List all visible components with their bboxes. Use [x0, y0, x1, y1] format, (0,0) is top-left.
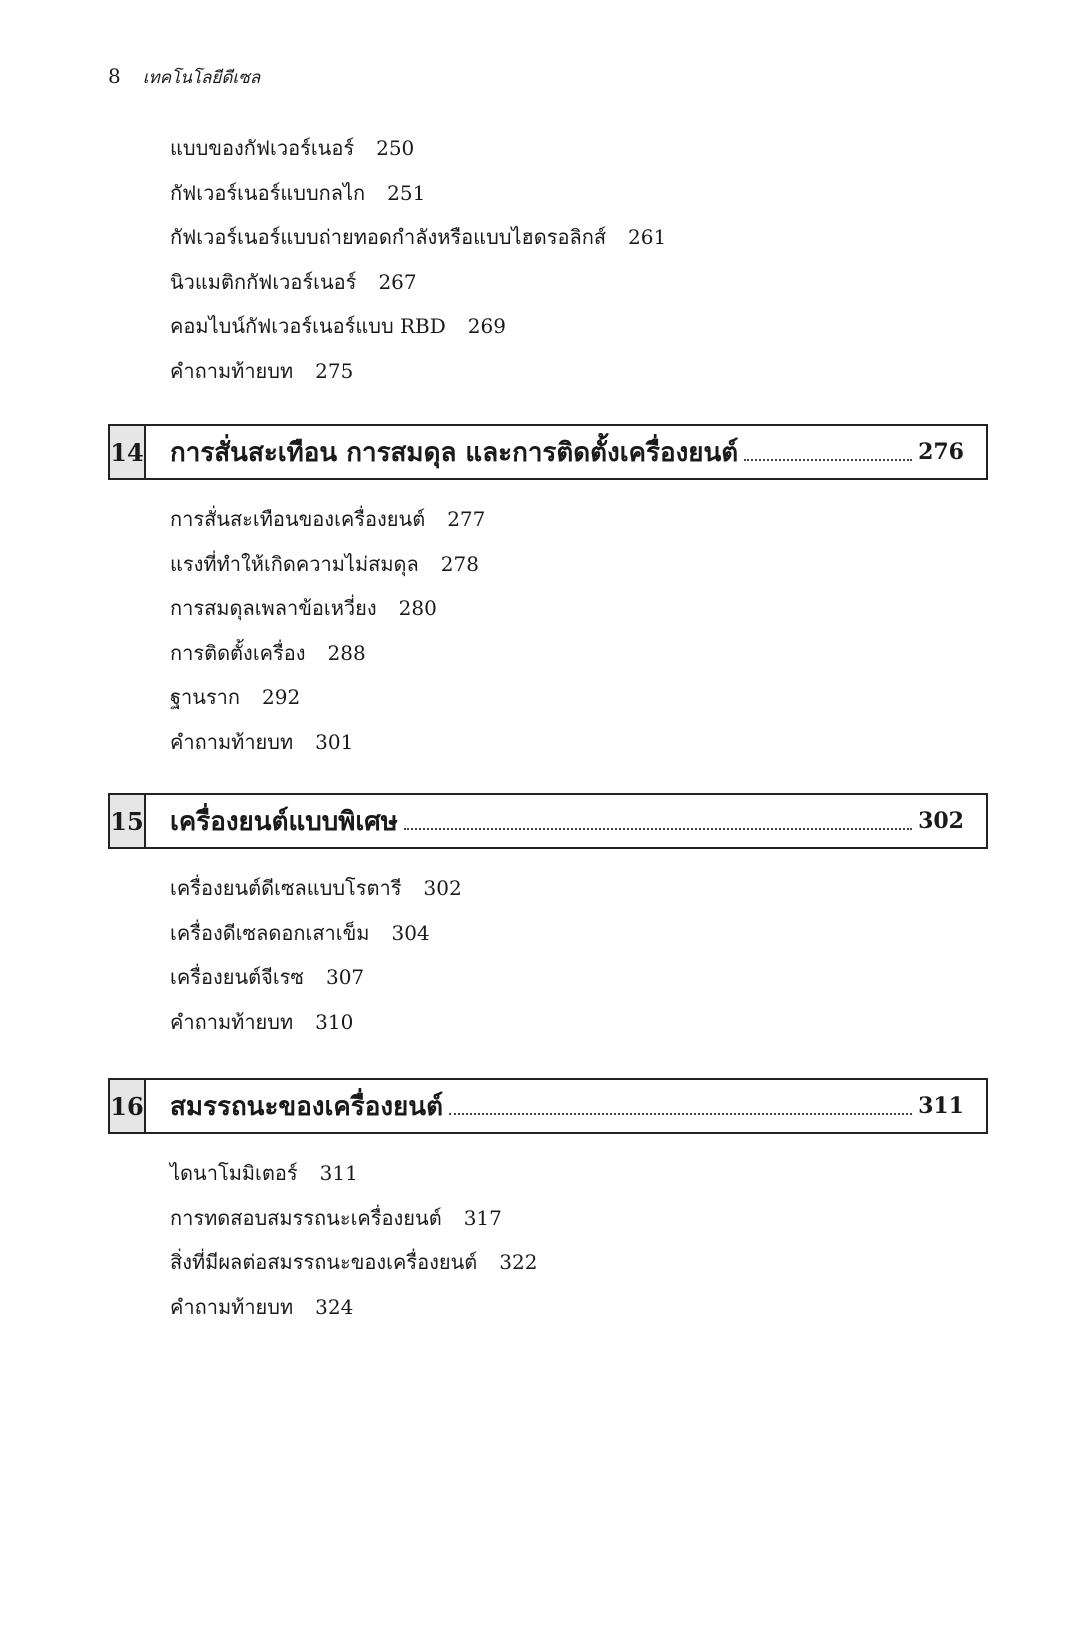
toc-list-chapter-16: [170, 1151, 537, 1329]
toc-entry-page: 324: [315, 1294, 354, 1319]
chapter-page: 302: [918, 808, 964, 834]
toc-entry-title: แรงที่ทำให้เกิดความไม่สมดุล: [170, 551, 419, 576]
toc-entry-page: 267: [378, 269, 417, 294]
toc-entry-page: 269: [467, 314, 506, 338]
running-header: [108, 64, 260, 91]
toc-entry-page: 317: [463, 1205, 502, 1230]
chapter-title: สมรรถนะของเครื่องยนต์: [170, 1091, 443, 1122]
toc-entry-title: สิ่งที่มีผลต่อสมรรถนะของเครื่องยนต์: [170, 1250, 478, 1274]
toc-entry-page: 311: [319, 1161, 358, 1185]
chapter-number: 14: [110, 426, 146, 478]
toc-entry: [170, 1240, 537, 1285]
toc-list-chapter-15: [170, 866, 462, 1044]
toc-entry: [170, 260, 666, 305]
chapter-page: 276: [918, 439, 964, 465]
toc-entry-page: 302: [423, 876, 462, 900]
dot-leader: [744, 459, 912, 461]
chapter-heading-14: [108, 424, 988, 480]
toc-entry-title: กัฟเวอร์เนอร์แบบถ่ายทอดกำลังหรือแบบไฮดรอลิกส์: [170, 225, 607, 249]
toc-entry-title: การทดสอบสมรรถนะเครื่องยนต์: [170, 1205, 442, 1230]
toc-entry-page: 301: [315, 729, 354, 754]
toc-entry: [170, 1196, 537, 1241]
book-title: เทคโนโลยีดีเซล: [142, 68, 261, 88]
toc-entry: [170, 542, 485, 587]
toc-entry-title: นิวแมติกกัฟเวอร์เนอร์: [170, 269, 357, 294]
toc-entry-title: คอมไบน์กัฟเวอร์เนอร์แบบ RBD: [170, 314, 446, 338]
toc-entry-title: คำถามท้ายบท: [170, 1009, 294, 1034]
chapter-heading-16: [108, 1078, 988, 1134]
toc-entry-page: 275: [315, 358, 354, 383]
toc-entry-title: การติดตั้งเครื่อง: [170, 640, 306, 665]
toc-entry-title: การสั่นสะเทือนของเครื่องยนต์: [170, 507, 426, 531]
toc-entry-title: เครื่องดีเซลดอกเสาเข็ม: [170, 920, 370, 945]
toc-entry: [170, 911, 462, 956]
toc-entry-page: 292: [262, 685, 301, 709]
toc-entry: [170, 349, 666, 394]
toc-entry-title: ฐานราก: [170, 685, 241, 709]
toc-entry-title: แบบของกัฟเวอร์เนอร์: [170, 136, 355, 160]
toc-entry: [170, 171, 666, 216]
toc-entry-page: 280: [398, 596, 437, 620]
toc-entry-page: 251: [387, 180, 426, 205]
dot-leader: [449, 1113, 912, 1115]
chapter-title: เครื่องยนต์แบบพิเศษ: [170, 806, 398, 837]
toc-entry: [170, 1000, 462, 1045]
toc-entry: [170, 866, 462, 911]
toc-entry: [170, 497, 485, 542]
toc-entry-page: 277: [447, 507, 486, 531]
toc-entry-page: 288: [327, 640, 366, 665]
toc-entry: [170, 586, 485, 631]
chapter-number: 16: [110, 1080, 146, 1132]
toc-entry-page: 278: [440, 551, 479, 576]
toc-entry-title: กัฟเวอร์เนอร์แบบกลไก: [170, 180, 366, 205]
toc-entry-title: เครื่องยนต์จีเรซ: [170, 965, 304, 989]
toc-entry: [170, 955, 462, 1000]
chapter-page: 311: [918, 1093, 964, 1119]
toc-list-chapter-13: [170, 126, 666, 393]
dot-leader: [404, 828, 912, 830]
chapter-number: 15: [110, 795, 146, 847]
toc-entry: [170, 126, 666, 171]
toc-entry-page: 250: [376, 136, 415, 160]
page-number: 8: [108, 64, 121, 88]
toc-entry: [170, 215, 666, 260]
toc-entry-title: เครื่องยนต์ดีเซลแบบโรตารี: [170, 876, 402, 900]
toc-entry-title: ไดนาโมมิเตอร์: [170, 1161, 298, 1185]
toc-entry: [170, 631, 485, 676]
toc-entry-page: 307: [325, 965, 365, 989]
chapter-heading-15: [108, 793, 988, 849]
toc-entry-page: 261: [628, 225, 667, 249]
toc-list-chapter-14: [170, 497, 485, 764]
chapter-title: การสั่นสะเทือน การสมดุล และการติดตั้งเครื่องยนต์: [170, 437, 739, 468]
toc-entry: [170, 1151, 537, 1196]
toc-entry: [170, 1285, 537, 1330]
toc-entry-page: 310: [315, 1009, 354, 1034]
toc-entry-title: คำถามท้ายบท: [170, 358, 294, 383]
toc-entry-title: การสมดุลเพลาข้อเหวี่ยง: [170, 596, 377, 620]
toc-entry: [170, 720, 485, 765]
toc-entry-page: 322: [499, 1250, 538, 1274]
toc-entry: [170, 675, 485, 720]
toc-entry-page: 304: [391, 920, 430, 945]
toc-entry-title: คำถามท้ายบท: [170, 1294, 294, 1319]
toc-entry: [170, 304, 666, 349]
toc-entry-title: คำถามท้ายบท: [170, 729, 294, 754]
